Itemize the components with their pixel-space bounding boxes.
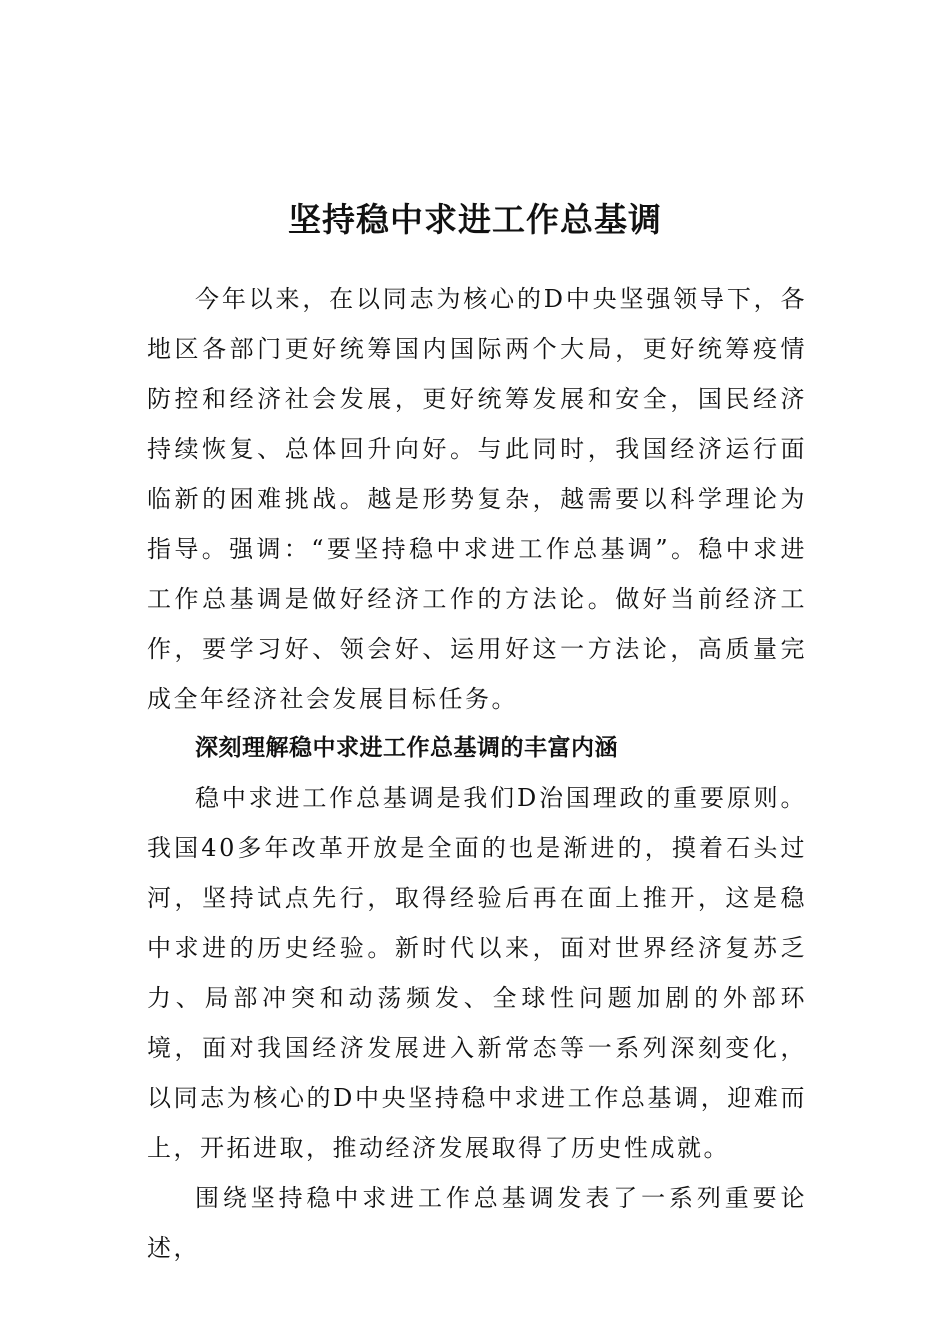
- document-title: 坚持稳中求进工作总基调: [288, 200, 662, 240]
- body-paragraph-continued: 围绕坚持稳中求进工作总基调发表了一系列重要论述，: [147, 1184, 807, 1262]
- section-heading: 深刻理解稳中求进工作总基调的丰富内涵: [195, 735, 618, 761]
- body-paragraph-history: 稳中求进工作总基调是我们D治国理政的重要原则。我国40多年改革开放是全面的也是渐进的，摸着石头过河，坚持试点先行，取得经验后再在面上推开，这是稳中求进的历史经验。新时代以来，面对世界经济复苏乏力、局部冲突和动荡频发、全球性问题加剧的外部环境，面对我国经济发展进入新常态等一系列深刻变化，以同志为核心的D中央坚持稳中求进工作总基调，迎难而上，开拓进取，推动经济发展取得了历史性成就。: [147, 784, 807, 1162]
- body-paragraph-intro: 今年以来，在以同志为核心的D中央坚强领导下，各地区各部门更好统筹国内国际两个大局，更好统筹疫情防控和经济社会发展，更好统筹发展和安全，国民经济持续恢复、总体回升向好。与此同时，我国经济运行面临新的困难挑战。越是形势复杂，越需要以科学理论为指导。强调：“要坚持稳中求进工作总基调”。稳中求进工作总基调是做好经济工作的方法论。做好当前经济工作，要学习好、领会好、运用好这一方法论，高质量完成全年经济社会发展目标任务。: [147, 285, 807, 713]
